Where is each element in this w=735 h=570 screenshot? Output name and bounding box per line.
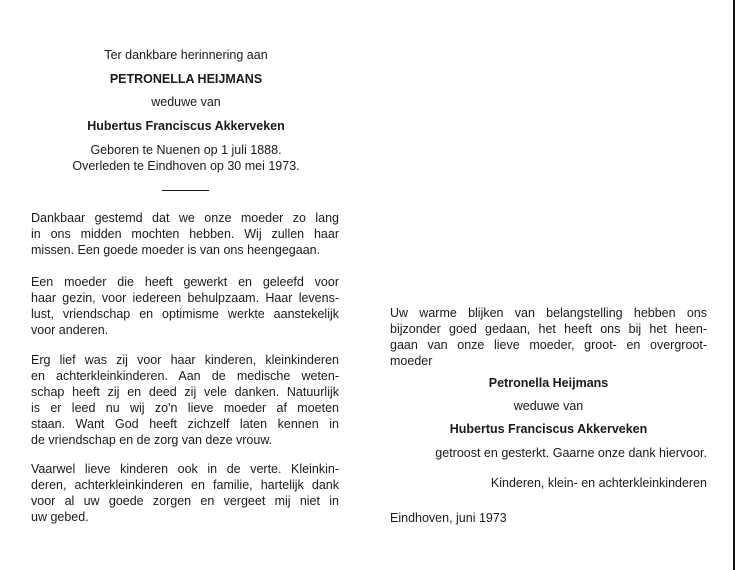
widow-of-label: weduwe van <box>151 95 221 109</box>
birth-line: Geboren te Nuenen op 1 juli 1888. <box>90 143 282 157</box>
thanks-paragraph <box>390 305 707 369</box>
text-line: en achterkleinkinderen. Aan de medische weten- <box>31 369 339 383</box>
text-line: gaan van onze lieve moeder, groot- en overgroot- <box>390 338 707 352</box>
right-deceased-name: Petronella Heijmans <box>488 376 609 390</box>
text-line: Uw warme blijken van belangstelling hebben ons <box>390 306 707 320</box>
text-line: moeder <box>390 354 433 368</box>
signature-line: Kinderen, klein- en achterkleinkinderen <box>490 476 707 490</box>
right-spouse-name: Hubertus Franciscus Akkerveken <box>449 422 648 436</box>
text-line: Erg lief was zij voor haar kinderen, kleinkinderen <box>31 353 339 367</box>
text-line: lust, vriendschap en optimisme werkte aanstekelijk <box>31 307 339 321</box>
text-line: de vriendschap en de zorg van deze vrouw. <box>31 433 273 447</box>
paragraph-4 <box>31 461 339 525</box>
right-widow-of-label: weduwe van <box>513 399 584 413</box>
text-line: staan. Want God heeft zichzelf laten kennen in <box>31 417 339 431</box>
text-line: voor al uw goede zorgen en vergeet mij niet in <box>31 494 339 508</box>
text-line: uw gebed. <box>31 510 89 524</box>
comforted-line: getroost en gesterkt. Gaarne onze dank hiervoor. <box>435 446 707 460</box>
paragraph-1 <box>31 210 339 258</box>
text-line: deren, achterkleinkinderen en familie, hartelijk dank <box>31 478 339 492</box>
divider-rule <box>162 190 209 191</box>
place-date-line: Eindhoven, juni 1973 <box>390 511 507 525</box>
paragraph-3 <box>31 352 339 448</box>
text-line: haar gezin, voor iedereen behulpzaam. Haar levens- <box>31 291 339 305</box>
spouse-name: Hubertus Franciscus Akkerveken <box>87 119 285 133</box>
death-line: Overleden te Eindhoven op 30 mei 1973. <box>72 159 300 173</box>
text-line: is er leed nu wij zo'n lieve moeder af moeten <box>31 401 339 415</box>
text-line: bijzonder goed gedaan, het heeft ons bij het heen- <box>390 322 707 336</box>
text-line: Dankbaar gestemd dat we onze moeder zo lang <box>31 211 339 225</box>
text-line: schap heeft zij en deed zij vele danken. Natuurlijk <box>31 385 339 399</box>
text-line: Een moeder die heeft gewerkt en geleefd voor <box>31 275 339 289</box>
deceased-name: PETRONELLA HEIJMANS <box>109 72 263 86</box>
text-line: voor anderen. <box>31 323 109 337</box>
text-line: in ons midden mochten hebben. Wij zullen haar <box>31 227 339 241</box>
intro-line: Ter dankbare herinnering aan <box>104 48 268 62</box>
text-line: missen. Een goede moeder is van ons heengegaan. <box>31 243 321 257</box>
text-line: Vaarwel lieve kinderen ook in de verte. Kleinkin- <box>31 462 339 476</box>
paragraph-2 <box>31 274 339 338</box>
